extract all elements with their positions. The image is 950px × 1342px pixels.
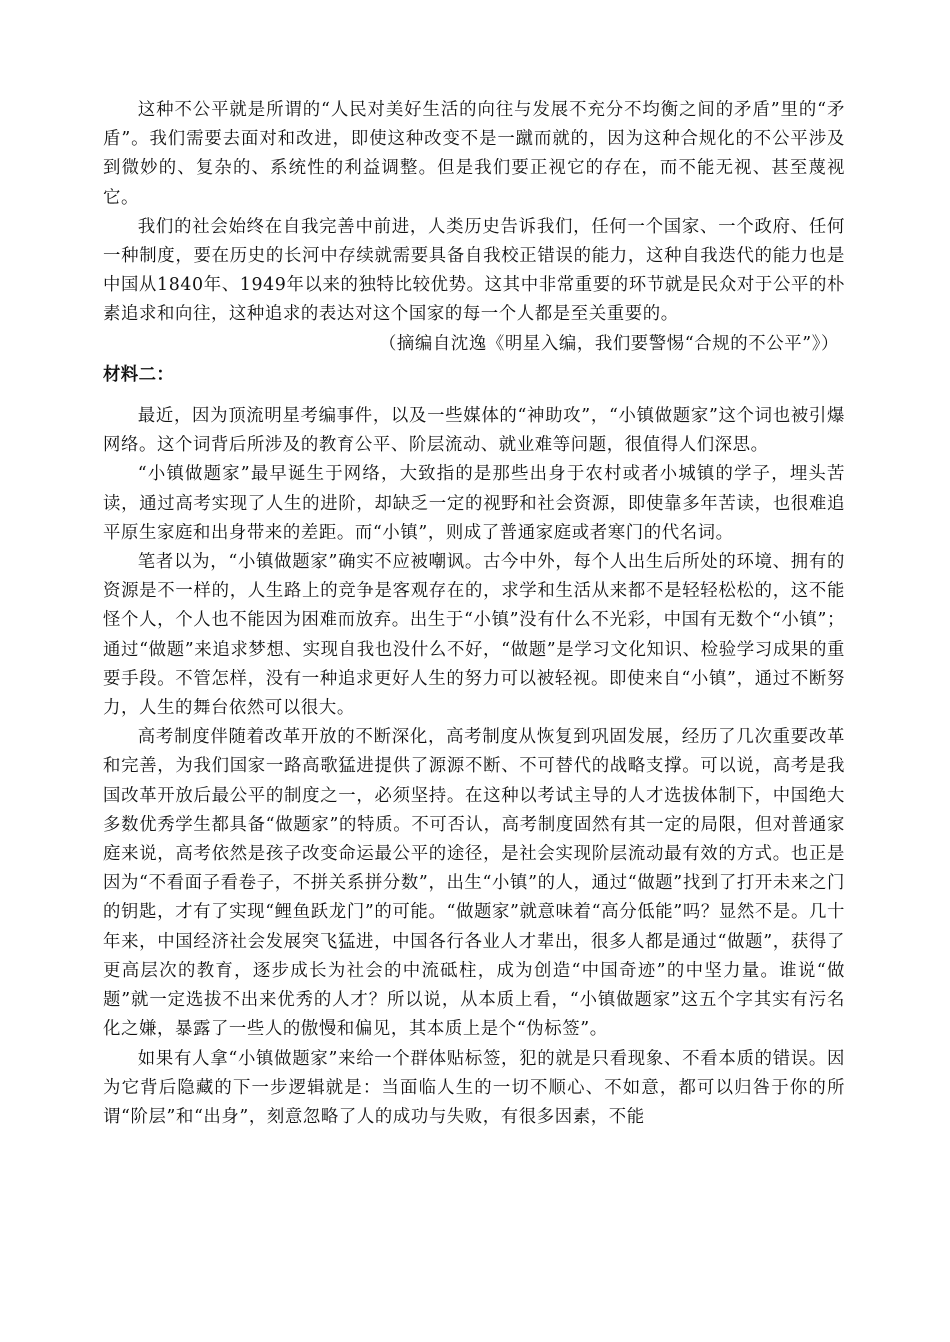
- document-page: [103, 96, 845, 1132]
- material2-heading: 材料二：: [103, 364, 175, 385]
- material2-paragraph-3: 笔者以为，“小镇做题家”确实不应被嘲讽。古今中外，每个人出生后所处的环境、拥有的资源是不一样的，人生路上的竞争是客观存在的，求学和生活从来都不是轻轻松松的，这不能怪个人，个人也不能因为困难而放弃。出生于“小镇”没有什么不光彩，中国有无数个“小镇”；通过“做题”来追求梦想、实现自我也没什么不好，“做题”是学习文化知识、检验学习成果的重要手段。不管怎样，没有一种追求更好人生的努力可以被轻视。即使来自“小镇”，通过不断努力，人生的舞台依然可以很大。: [103, 552, 845, 719]
- material1-source-citation: （摘编自沈逸《明星入编，我们要警惕“合规的不公平”》）: [378, 333, 839, 354]
- material2-paragraph-2: “小镇做题家”最早诞生于网络，大致指的是那些出身于农村或者小城镇的学子，埋头苦读，通过高考实现了人生的进阶，却缺乏一定的视野和社会资源，即使靠多年苦读，也很难追平原生家庭和出身带来的差距。而“小镇”，则成了普通家庭或者寒门的代名词。: [103, 464, 845, 543]
- material2-paragraph-4: 高考制度伴随着改革开放的不断深化，高考制度从恢复到巩固发展，经历了几次重要改革和完善，为我们国家一路高歌猛进提供了源源不断、不可替代的战略支撑。可以说，高考是我国改革开放后最公平的制度之一，必须坚持。在这种以考试主导的人才选拔体制下，中国绝大多数优秀学生都具备“做题家”的特质。不可否认，高考制度固然有其一定的局限，但对普通家庭来说，高考依然是孩子改变命运最公平的途径，是社会实现阶层流动最有效的方式。也正是因为“不看面子看卷子，不拼关系拼分数”，出生“小镇”的人，通过“做题”找到了打开未来之门的钥匙，才有了实现“鲤鱼跃龙门”的可能。“做题家”就意味着“高分低能”吗？显然不是。几十年来，中国经济社会发展突飞猛进，中国各行各业人才辈出，很多人都是通过“做题”，获得了更高层次的教育，逐步成长为社会的中流砥柱，成为创造“中国奇迹”的中坚力量。谁说“做题”就一定选拔不出来优秀的人才？所以说，从本质上看，“小镇做题家”这五个字其实有污名化之嫌，暴露了一些人的傲慢和偏见，其本质上是个“伪标签”。: [103, 727, 845, 1040]
- material1-paragraph-1: 这种不公平就是所谓的“人民对美好生活的向往与发展不充分不均衡之间的矛盾”里的“矛盾”。我们需要去面对和改进，即使这种改变不是一蹴而就的，因为这种合规化的不公平涉及到微妙的、复杂的、系统性的利益调整。但是我们要正视它的存在，而不能无视、甚至蔑视它。: [103, 100, 845, 208]
- material2-paragraph-1: 最近，因为顶流明星考编事件，以及一些媒体的“神助攻”，“小镇做题家”这个词也被引爆网络。这个词背后所涉及的教育公平、阶层流动、就业难等问题，很值得人们深思。: [103, 406, 845, 456]
- material1-paragraph-2: 我们的社会始终在自我完善中前进，人类历史告诉我们，任何一个国家、一个政府、任何一种制度，要在历史的长河中存续就需要具备自我校正错误的能力，这种自我迭代的能力也是中国从1840年、1949年以来的独特比较优势。这其中非常重要的环节就是民众对于公平的朴素追求和向往，这种追求的表达对这个国家的每一个人都是至关重要的。: [103, 216, 845, 325]
- material2-paragraph-5: 如果有人拿“小镇做题家”来给一个群体贴标签，犯的就是只看现象、不看本质的错误。因为它背后隐藏的下一步逻辑就是：当面临人生的一切不顺心、不如意，都可以归咎于你的所谓“阶层”和“出身”，刻意忽略了人的成功与失败，有很多因素，不能: [103, 1048, 845, 1127]
